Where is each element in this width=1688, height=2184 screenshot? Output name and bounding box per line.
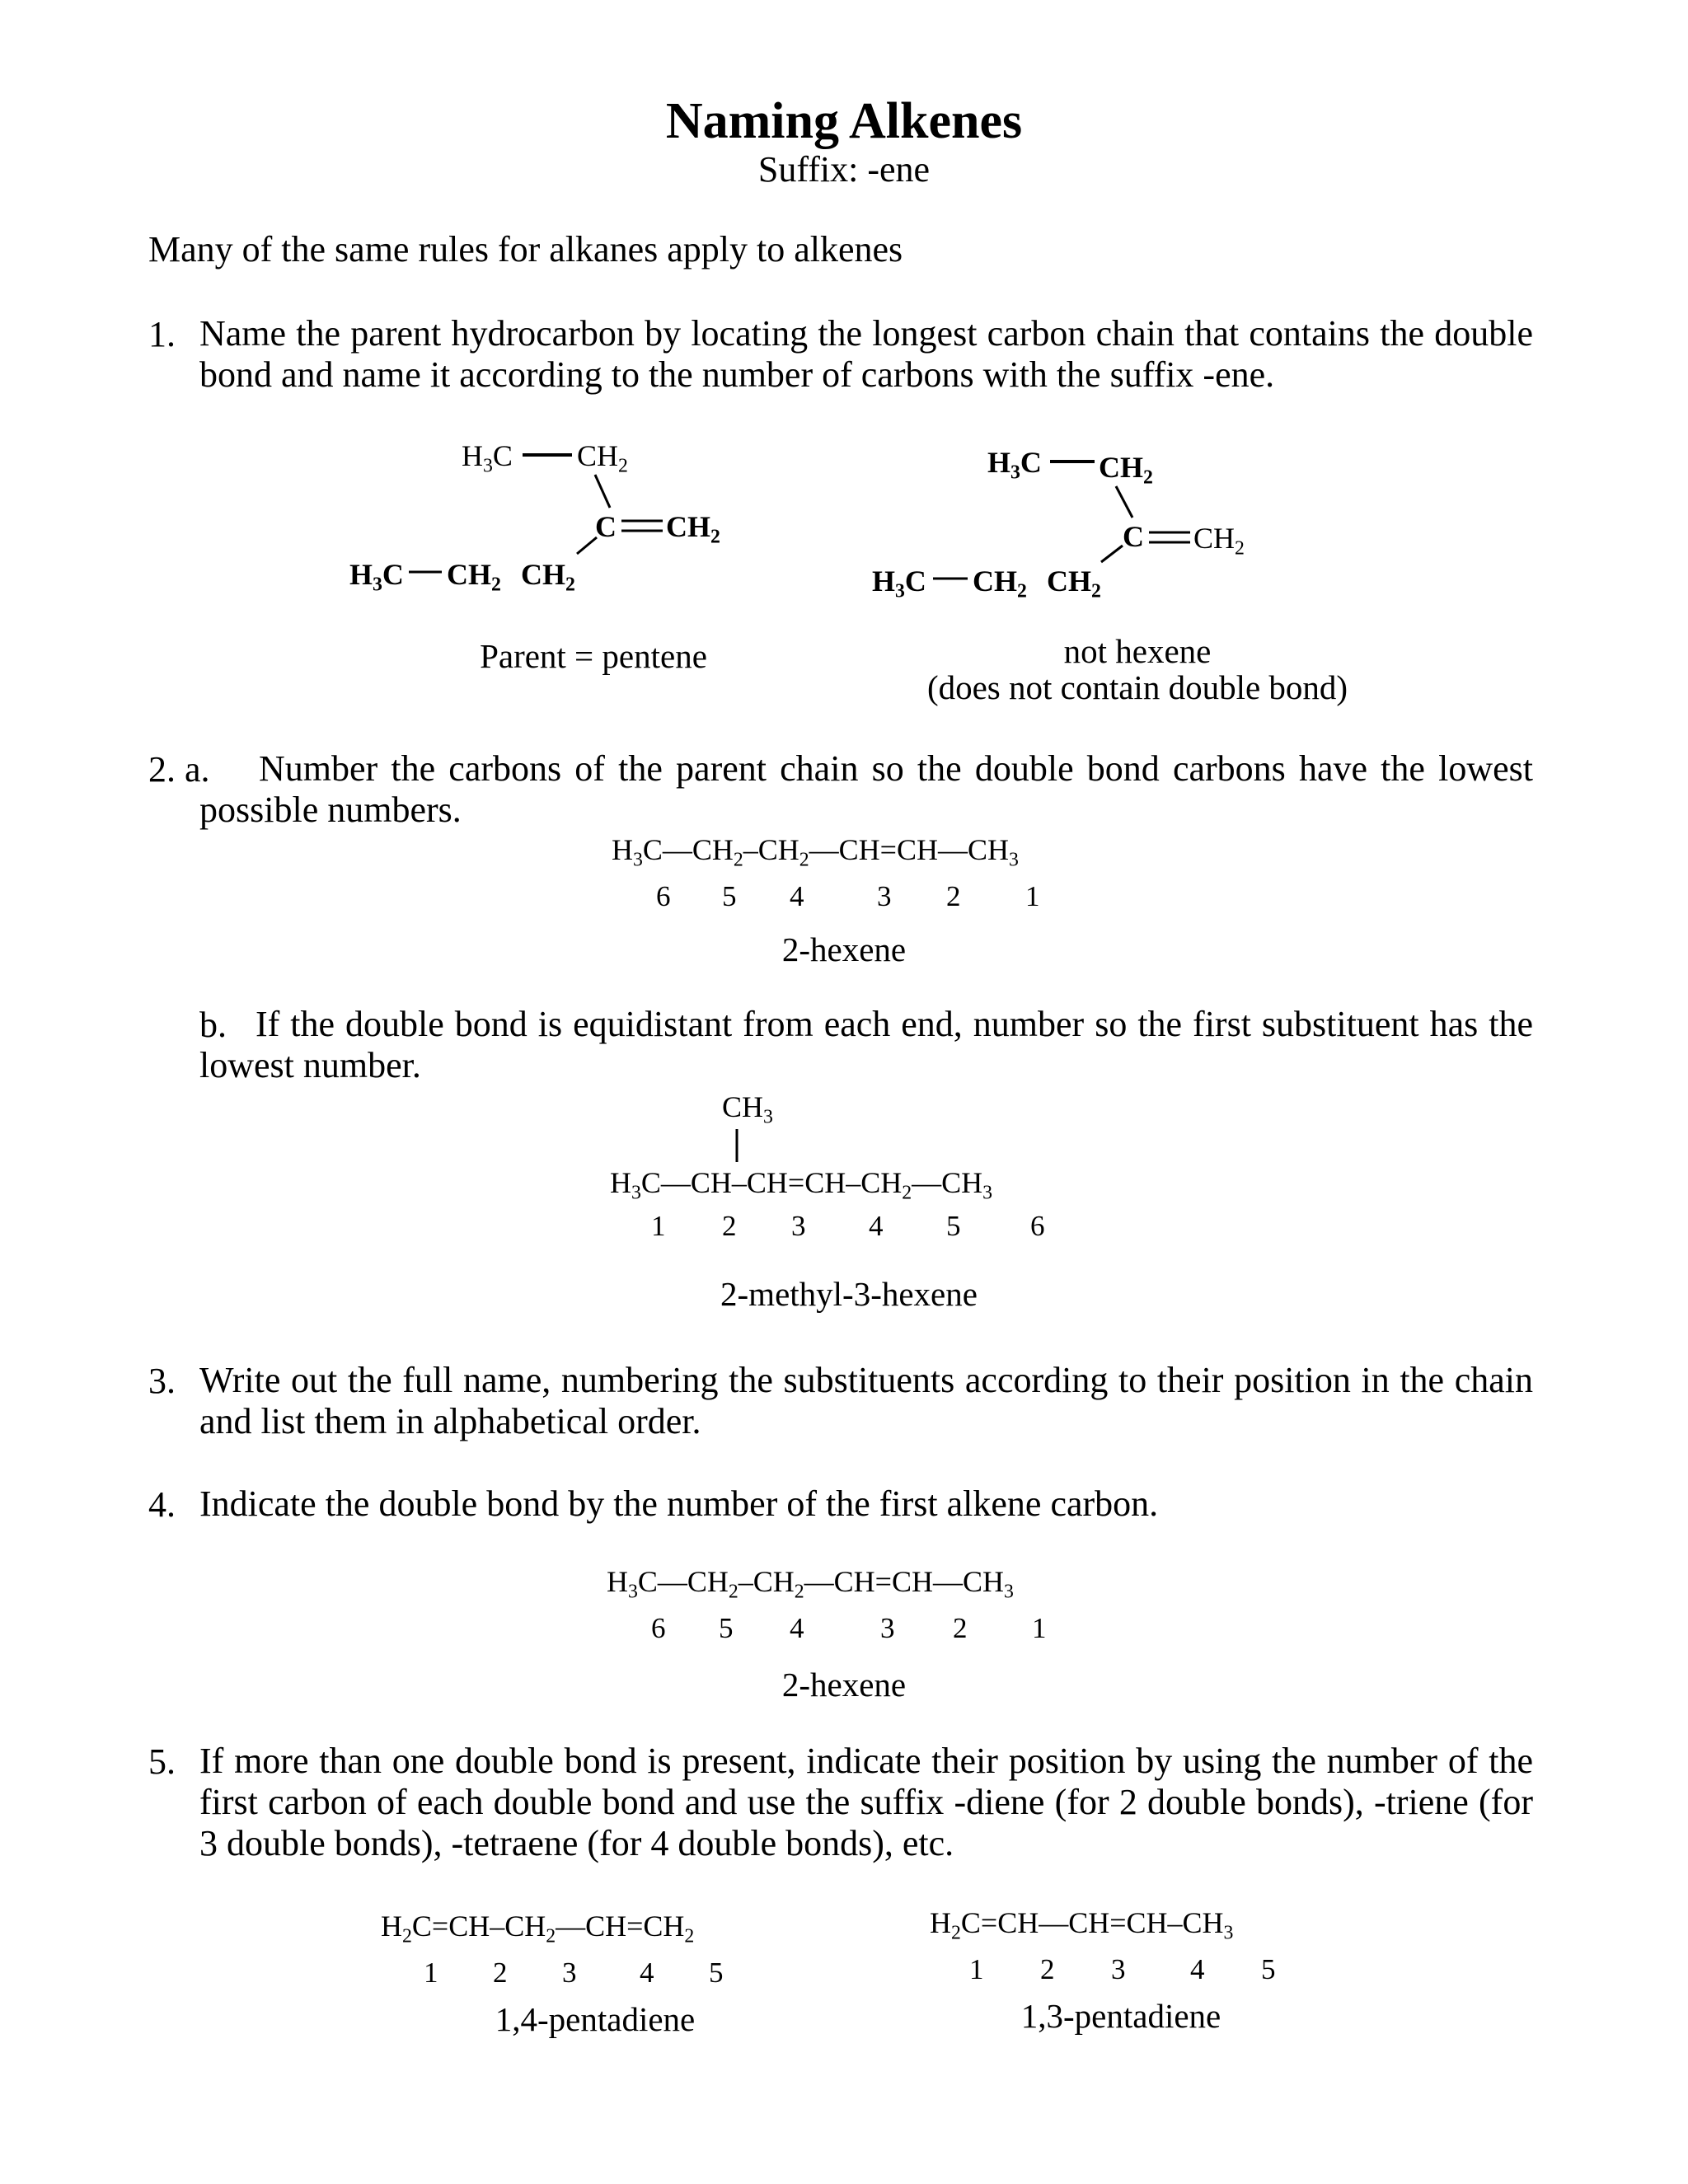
name-2-hexene-4: 2-hexene	[781, 1666, 907, 1704]
carbon-number: 1	[969, 1953, 984, 1985]
carbon-number: 3	[562, 1957, 577, 1989]
rule-4-text: Indicate the double bond by the number of the first alkene carbon.	[199, 1483, 1159, 1524]
bond-line	[577, 537, 597, 554]
carbon-number: 2	[722, 1210, 737, 1242]
carbon-number: 1	[1032, 1612, 1047, 1644]
carbon-number: 5	[946, 1210, 961, 1242]
name-2-methyl-3-hexene: 2-methyl-3-hexene	[720, 1275, 978, 1313]
formula-ch2-b-left: $CH_2$	[521, 558, 575, 596]
bond-line	[595, 475, 610, 508]
bond-line	[1116, 486, 1132, 518]
formula-ch2-a-left: $CH_2$	[447, 558, 501, 596]
rule-2a-number: 2. a.	[148, 749, 210, 790]
page-subtitle: Suffix: -ene	[757, 149, 931, 190]
formula-ch2-double-right: $CH_2$	[1193, 522, 1245, 560]
caption-not-hexene: not hexene	[1063, 632, 1212, 670]
formula-hexene-2a: $H_3C—CH_2-CH_2—CH=CH—CH_3$	[612, 833, 1019, 871]
formula-chain-left: $H_3C$	[349, 558, 404, 596]
bond-line	[1101, 546, 1123, 562]
formula-ch3-substituent: $CH_3$	[722, 1090, 773, 1128]
carbon-number: 6	[1030, 1210, 1045, 1242]
carbon-number: 6	[656, 880, 671, 912]
formula-ch2-double-left: $CH_2$	[666, 510, 720, 548]
rule-3-number: 3.	[148, 1361, 176, 1401]
page-title: Naming Alkenes	[665, 93, 1023, 149]
rule-1-text: Name the parent hydrocarbon by locating the longest carbon chain that contains the double bond and name it according to the number of carbons with the suffix -ene.	[199, 313, 1533, 395]
carbon-number: 2	[1040, 1953, 1055, 1985]
carbon-number: 2	[953, 1612, 968, 1644]
carbon-number: 3	[791, 1210, 806, 1242]
formula-h3c-top-right: $H_3C$	[987, 446, 1042, 484]
rule-1-number: 1.	[148, 314, 176, 354]
carbon-number: 4	[790, 1612, 804, 1644]
carbon-number: 5	[719, 1612, 734, 1644]
rule-2b-text: If the double bond is equidistant from each end, number so the first substituent has the lowest number.	[199, 1004, 1533, 1085]
formula-ch2-b-right: $CH_2$	[1047, 565, 1101, 602]
formula-13-pentadiene: $H_2C=CH—CH=CH-CH_3$	[930, 1906, 1234, 1944]
rule-4-number: 4.	[148, 1484, 176, 1525]
carbon-number: 6	[651, 1612, 666, 1644]
carbon-number: 1	[424, 1957, 438, 1989]
caption-parent-pentene: Parent = pentene	[480, 637, 707, 675]
formula-ch2-a-right: $CH_2$	[973, 565, 1027, 602]
caption-no-double-bond: (does not contain double bond)	[926, 668, 1348, 706]
name-14-pentadiene: 1,4-pentadiene	[495, 2000, 696, 2038]
formula-hexene-4: $H_3C—CH_2-CH_2—CH=CH—CH_3$	[607, 1565, 1014, 1603]
carbon-number: 2	[493, 1957, 508, 1989]
carbon-number: 5	[722, 880, 737, 912]
carbon-number: 1	[1025, 880, 1040, 912]
carbon-number: 5	[709, 1957, 724, 1989]
formula-14-pentadiene: $H_2C=CH-CH_2—CH=CH_2$	[381, 1910, 695, 1947]
rule-2b-number: b.	[199, 1005, 227, 1045]
rule-5-text: If more than one double bond is present, indicate their position by using the number of the first carbon of each double bond and use the suffix -diene (for 2 double bonds), -triene (for 3 double bonds), -tetraene (for 4 double bonds), etc.	[199, 1741, 1533, 1863]
formula-ch2-top-right: $CH_2$	[1099, 451, 1153, 489]
rule-2a-text: Number the carbons of the parent chain so the double bond carbons have the lowest possible numbers.	[199, 748, 1533, 830]
rule-5-number: 5.	[148, 1741, 176, 1782]
formula-chain-right: $H_3C$	[872, 565, 926, 602]
name-2-hexene-a: 2-hexene	[781, 930, 907, 968]
formula-h3c-top-left: $H_3C$	[462, 439, 513, 477]
carbon-number: 1	[651, 1210, 666, 1242]
carbon-number: 4	[640, 1957, 654, 1989]
carbon-number: 4	[790, 880, 804, 912]
carbon-number: 2	[946, 880, 961, 912]
rule-3-text: Write out the full name, numbering the substituents according to their position in the chain and list them in alphabetical order.	[199, 1360, 1533, 1441]
carbon-number: 3	[877, 880, 892, 912]
formula-c-right: C	[1123, 520, 1144, 553]
carbon-number: 5	[1261, 1953, 1276, 1985]
carbon-number: 4	[869, 1210, 884, 1242]
formula-methylhexene: $H_3C—CH-CH=CH-CH_2—CH_3$	[610, 1166, 992, 1204]
carbon-number: 3	[1111, 1953, 1126, 1985]
carbon-number: 3	[880, 1612, 895, 1644]
name-13-pentadiene: 1,3-pentadiene	[1020, 1997, 1221, 2035]
intro-text: Many of the same rules for alkanes apply to alkenes	[148, 229, 903, 269]
carbon-number: 4	[1190, 1953, 1205, 1985]
formula-ch2-top-left: $CH_2$	[577, 439, 628, 477]
formula-c-left: C	[595, 510, 617, 543]
